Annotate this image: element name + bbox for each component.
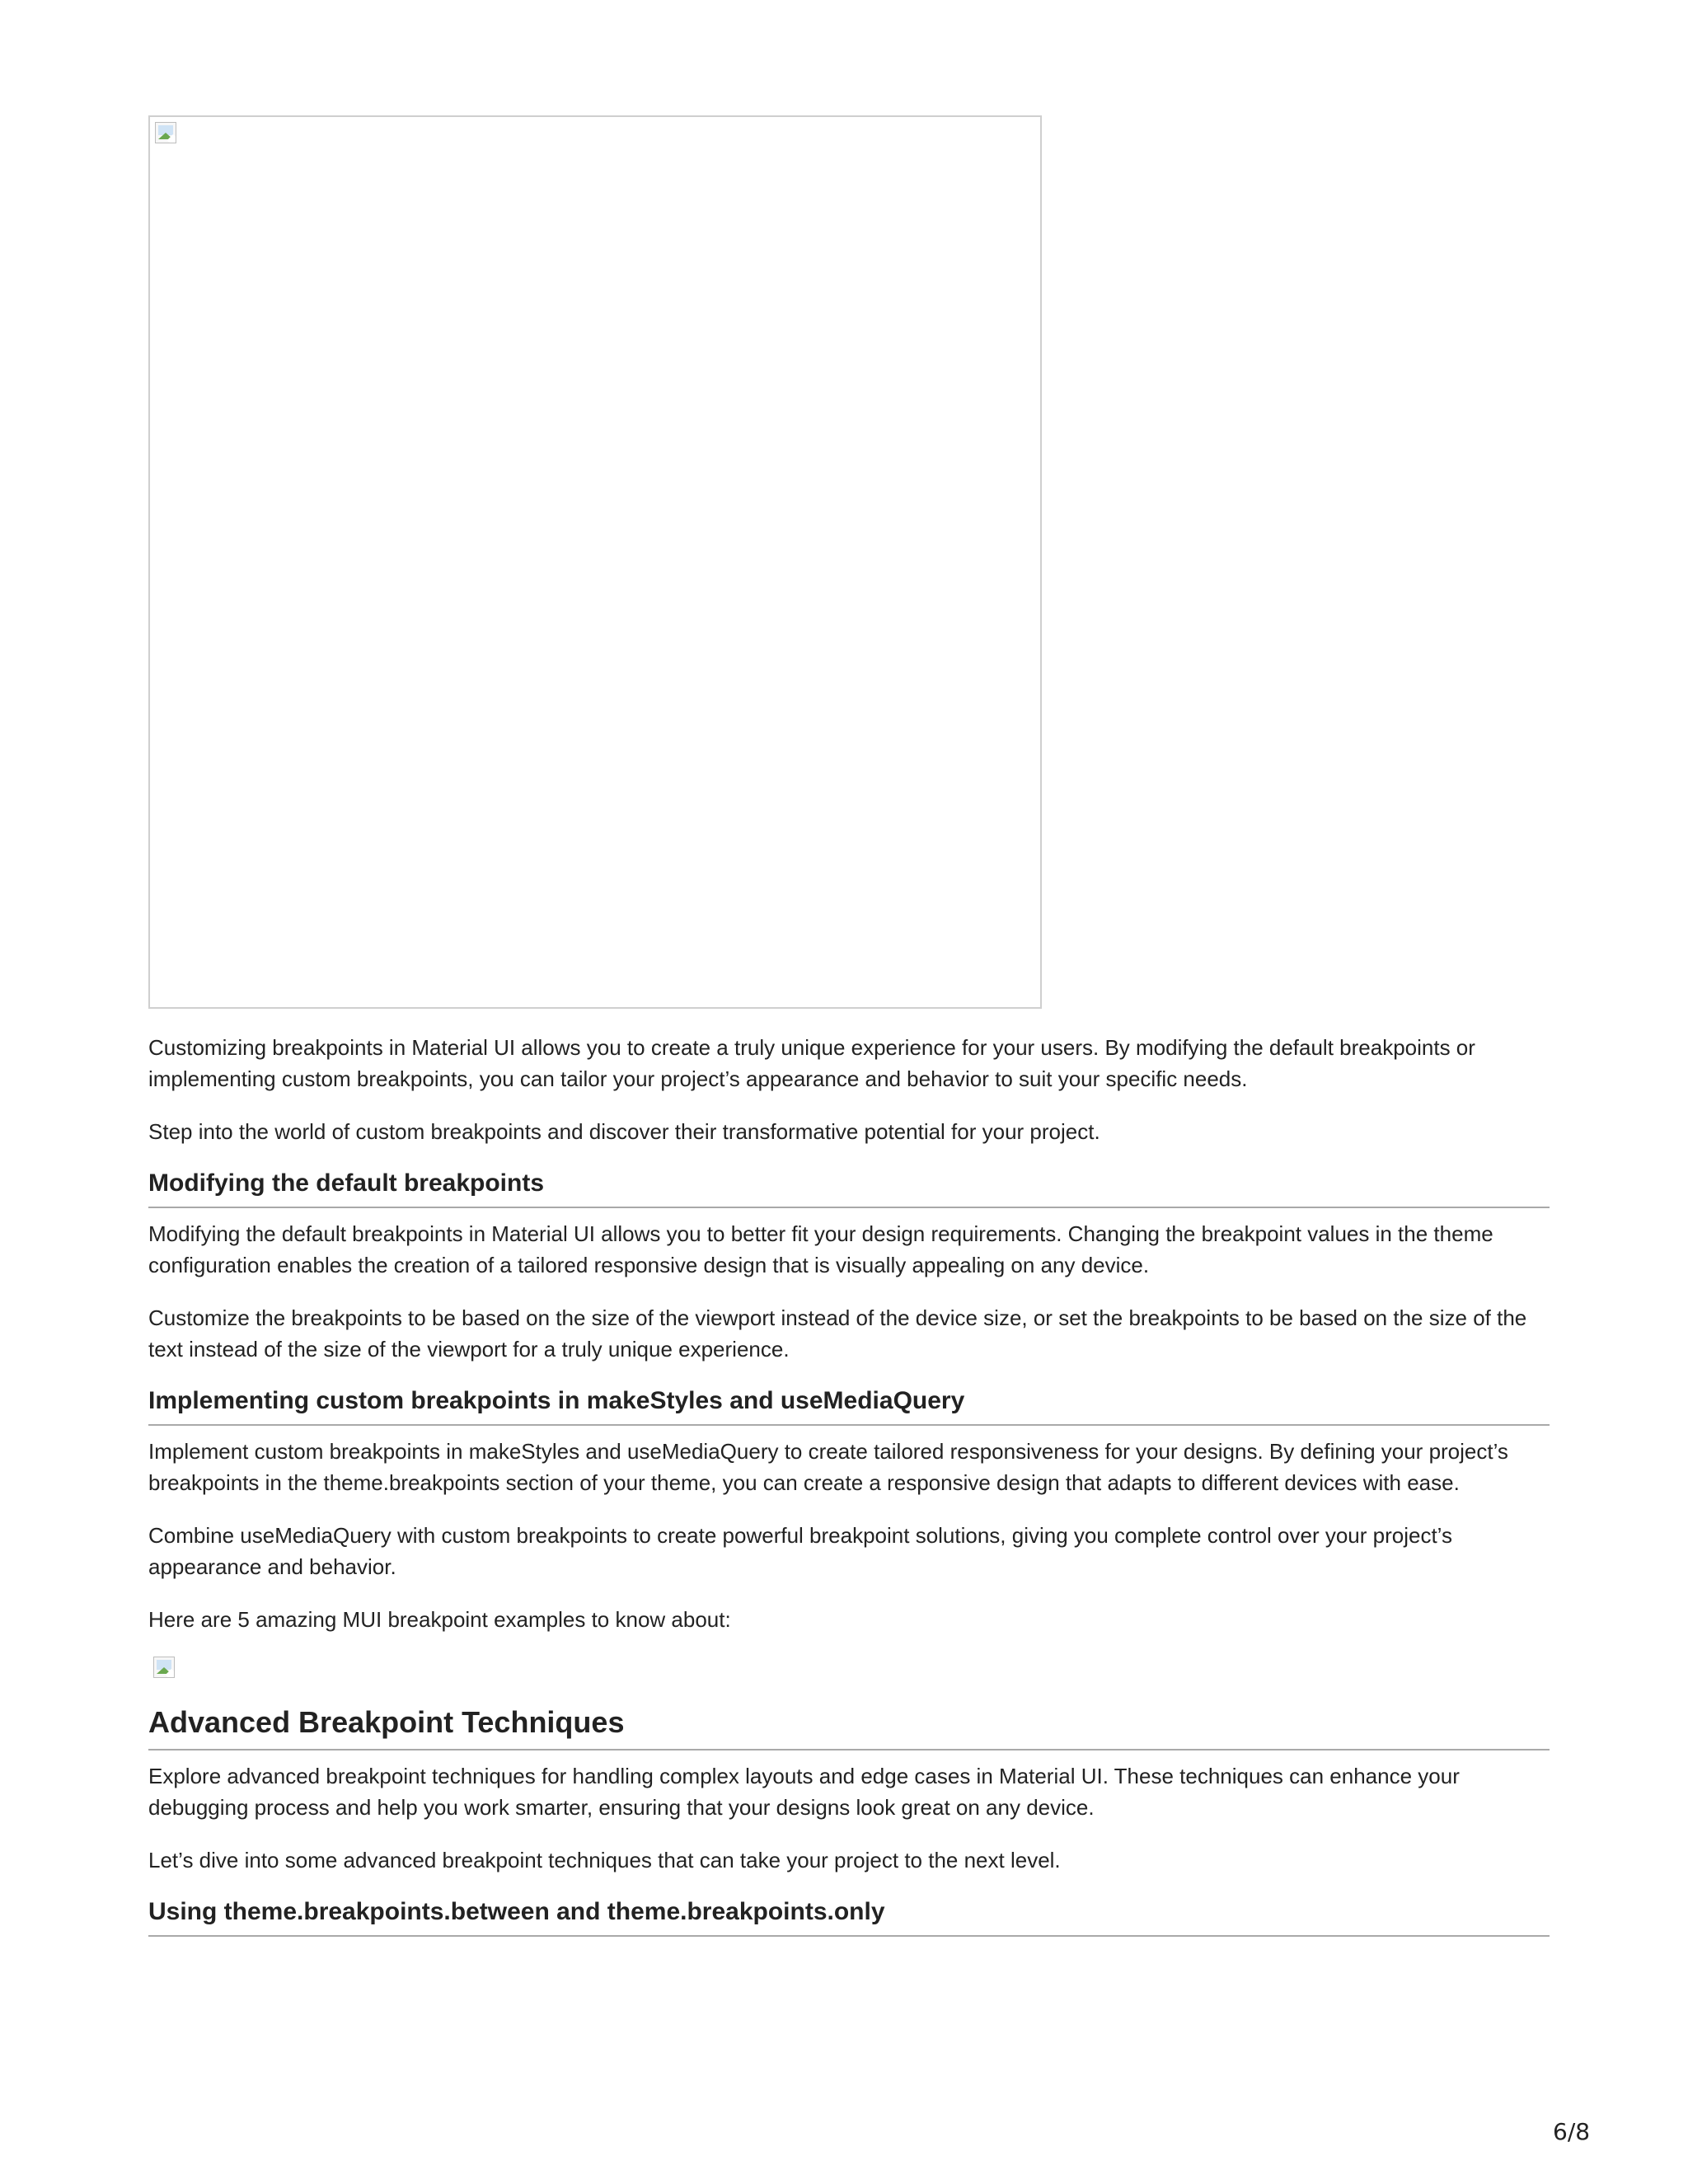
broken-image-icon: [155, 122, 176, 143]
document-page: [148, 115, 1550, 1947]
page-number: 6/8: [1553, 2118, 1591, 2145]
heading-modifying-default-breakpoints: Modifying the default breakpoints: [148, 1169, 1550, 1208]
broken-image-icon: [153, 1657, 175, 1678]
paragraph-advanced-2: Let’s dive into some advanced breakpoint techniques that can take your project to the next level.: [148, 1848, 1061, 1872]
paragraph-step-into: Step into the world of custom breakpoints and discover their transformative potential for your project.: [148, 1119, 1100, 1144]
paragraph-modifying-2: Customize the breakpoints to be based on the size of the viewport instead of the device size, or set the breakpoints to be based on the size of the text instead of the size of the viewport for a truly unique experience.: [148, 1305, 1527, 1361]
paragraph-implementing-1: Implement custom breakpoints in makeStyles and useMediaQuery to create tailored responsiveness for your designs. By defining your project’s breakpoints in the theme.breakpoints section of your theme, you can create a responsive design that adapts to different devices with ease.: [148, 1439, 1508, 1495]
heading-implementing-custom-breakpoints: Implementing custom breakpoints in makeStyles and useMediaQuery: [148, 1386, 1550, 1426]
paragraph-intro: Customizing breakpoints in Material UI allows you to create a truly unique experience for your users. By modifying the default breakpoints or implementing custom breakpoints, you can tailor your project’s appearance and behavior to suit your specific needs.: [148, 1035, 1475, 1091]
paragraph-implementing-2: Combine useMediaQuery with custom breakpoints to create powerful breakpoint solutions, giving you complete control over your project’s appearance and behavior.: [148, 1523, 1452, 1579]
paragraph-advanced-1: Explore advanced breakpoint techniques for handling complex layouts and edge cases in Material UI. These techniques can enhance your debugging process and help you work smarter, ensuring that your designs look great on any device.: [148, 1764, 1460, 1820]
broken-image-large: [148, 115, 1042, 1009]
heading-advanced-techniques: Advanced Breakpoint Techniques: [148, 1704, 1550, 1750]
paragraph-modifying-1: Modifying the default breakpoints in Material UI allows you to better fit your design requirements. Changing the breakpoint values in the theme configuration enables the creation of a tailored responsive design that is visually appealing on any device.: [148, 1221, 1493, 1277]
broken-image-small: [153, 1657, 178, 1681]
heading-using-between-only: Using theme.breakpoints.between and theme.breakpoints.only: [148, 1897, 1550, 1937]
paragraph-examples-intro: Here are 5 amazing MUI breakpoint examples to know about:: [148, 1607, 731, 1632]
